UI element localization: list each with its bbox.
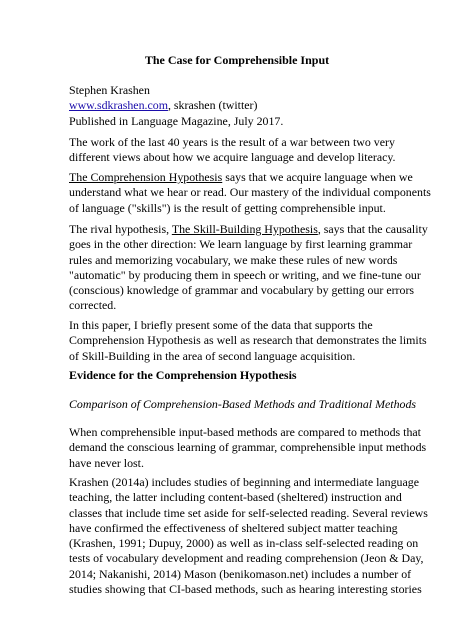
paragraph-2-line: of language ("skills") is the result of getting comprehensible input. xyxy=(69,200,386,215)
author-name: Stephen Krashen xyxy=(69,83,150,97)
paragraph-1-line: The work of the last 40 years is the result of a war between two very xyxy=(69,135,395,149)
paragraph-6-line: have confirmed the effectiveness of sheltered subject matter teaching xyxy=(69,520,398,535)
paragraph-1 xyxy=(69,135,459,166)
paragraph-6-line: classes that include time set aside for self-selected reading. Several reviews xyxy=(69,505,428,520)
paragraph-6-line: (Krashen, 1991; Dupuy, 2000) as well as in-class self-selected reading on xyxy=(69,536,419,551)
twitter-handle: , skrashen (twitter) xyxy=(167,98,258,113)
paragraph-3-line: "automatic" by producing them in speech or writing, and we fine-tune our xyxy=(69,267,421,282)
paragraph-3-line: (conscious) knowledge of grammar and vocabulary by getting our errors xyxy=(69,283,415,298)
comprehension-hypothesis-term: The Comprehension Hypothesis xyxy=(69,170,223,184)
paragraph-2-line xyxy=(69,170,459,185)
paragraph-4-line: Comprehension Hypothesis as well as research that demonstrates the limits xyxy=(69,333,427,348)
paragraph-4 xyxy=(69,318,459,364)
section-heading-block xyxy=(69,368,459,383)
paragraph-3 xyxy=(69,222,459,314)
paragraph-3-text: , says that the causality xyxy=(317,222,428,236)
paragraph-3-line: corrected. xyxy=(69,298,117,313)
paragraph-6-line: 2014; Nakanishi, 2014) Mason (benikomason.net) includes a number of xyxy=(69,566,412,581)
paragraph-6-line: Krashen (2014a) includes studies of beginning and intermediate language xyxy=(69,475,420,489)
paragraph-6-line: studies showing that CI-based methods, such as hearing interesting stories xyxy=(69,582,422,597)
skill-building-hypothesis-term: The Skill-Building Hypothesis xyxy=(171,222,318,236)
paragraph-2-text: says that we acquire language when we xyxy=(222,170,413,184)
paragraph-6 xyxy=(69,475,459,597)
paragraph-3-text: The rival hypothesis, xyxy=(69,222,172,236)
author-block xyxy=(69,83,459,129)
document-title: The Case for Comprehensible Input xyxy=(144,53,330,67)
section-subheading: Comparison of Comprehension-Based Methods and Traditional Methods xyxy=(69,397,417,411)
paragraph-5-line: have never lost. xyxy=(69,455,144,470)
paragraph-1-line: different views about how we acquire language and develop literacy. xyxy=(69,150,396,165)
paragraph-3-line xyxy=(69,222,459,237)
section-heading: Evidence for the Comprehension Hypothesis xyxy=(69,368,297,382)
subheading-block xyxy=(69,397,459,412)
website-link[interactable]: www.sdkrashen.com xyxy=(69,98,168,113)
paragraph-2-line: understand what we hear or read. Our mastery of the individual components xyxy=(69,185,431,200)
paragraph-4-line: of Skill-Building in the area of second language acquisition. xyxy=(69,348,356,363)
author-links-line xyxy=(69,98,459,113)
paragraph-2 xyxy=(69,170,459,216)
paragraph-6-line: tests of vocabulary development and reading comprehension (Jeon & Day, xyxy=(69,551,424,566)
paragraph-5-line: demand the conscious learning of grammar, comprehensible input methods xyxy=(69,440,427,455)
paragraph-5 xyxy=(69,425,459,471)
publication-note: Published in Language Magazine, July 2017. xyxy=(69,113,284,128)
paragraph-3-line: goes in the other direction: We learn language by first learning grammar xyxy=(69,237,413,252)
paragraph-4-line: In this paper, I briefly present some of the data that supports the xyxy=(69,318,373,332)
paragraph-5-line: When comprehensible input-based methods are compared to methods that xyxy=(69,425,421,439)
paragraph-6-line: teaching, the latter including content-based (sheltered) instruction and xyxy=(69,490,402,505)
paragraph-3-line: rules and memorizing vocabulary, we make these rules of new words xyxy=(69,252,398,267)
